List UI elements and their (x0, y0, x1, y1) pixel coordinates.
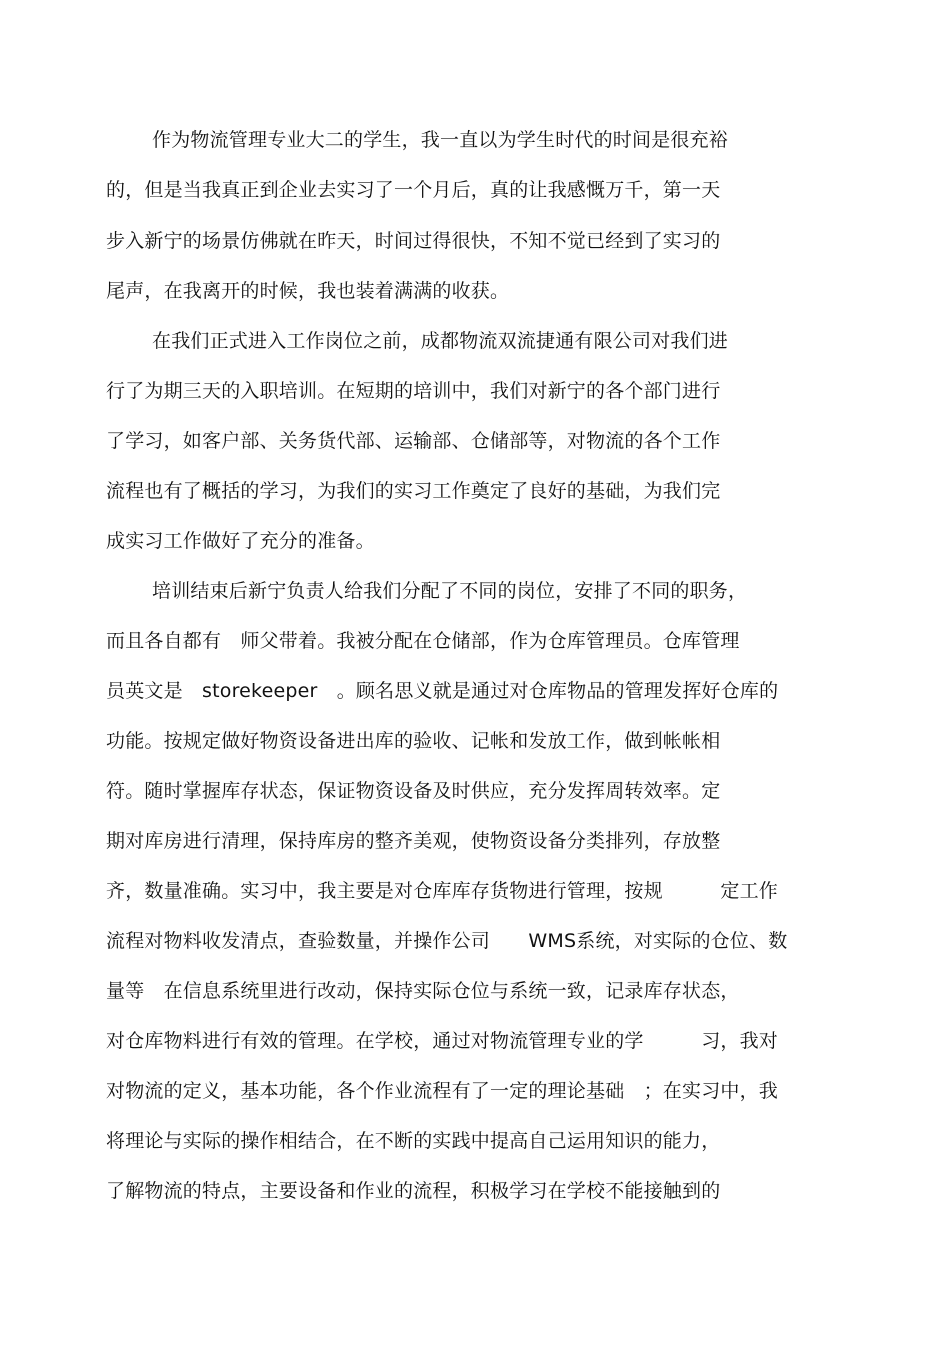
paragraph-3-line-13: 了解物流的特点，主要设备和作业的流程，积极学习在学校不能接触到的 (106, 1180, 721, 1202)
paragraph-3-line-7: 齐，数量准确。实习中，我主要是对仓库库存货物进行管理，按规 定工作 (106, 880, 779, 902)
paragraph-1-line-3: 步入新宁的场景仿佛就在昨天，时间过得很快，不知不觉已经到了实习的 (106, 230, 721, 252)
paragraph-3-line-12: 将理论与实际的操作相结合，在不断的实践中提高自己运用知识的能力， (106, 1130, 721, 1152)
paragraph-2-line-3: 了学习，如客户部、关务货代部、运输部、仓储部等，对物流的各个工作 (106, 430, 721, 452)
paragraph-3-line-1: 培训结束后新宁负责人给我们分配了不同的岗位，安排了不同的职务， (152, 580, 748, 602)
paragraph-3-line-5: 符。随时掌握库存状态，保证物资设备及时供应，充分发挥周转效率。定 (106, 780, 721, 802)
paragraph-3-line-4: 功能。按规定做好物资设备进出库的验收、记帐和发放工作，做到帐帐相 (106, 730, 721, 752)
paragraph-1-line-4: 尾声，在我离开的时候，我也装着满满的收获。 (106, 280, 510, 302)
paragraph-3-line-6: 期对库房进行清理，保持库房的整齐美观，使物资设备分类排列，存放整 (106, 830, 721, 852)
paragraph-1-line-1: 作为物流管理专业大二的学生，我一直以为学生时代的时间是很充裕 (152, 129, 729, 151)
paragraph-3-line-2: 而且各自都有 师父带着。我被分配在仓储部，作为仓库管理员。仓库管理 (106, 630, 740, 652)
paragraph-3-line-3: 员英文是 storekeeper 。顾名思义就是通过对仓库物品的管理发挥好仓库的 (106, 680, 779, 702)
paragraph-3-line-10: 对仓库物料进行有效的管理。在学校，通过对物流管理专业的学 习，我对 (106, 1030, 779, 1052)
paragraph-3-line-8: 流程对物料收发清点，查验数量，并操作公司 WMS系统，对实际的仓位、数 (106, 930, 788, 952)
paragraph-3-line-11: 对物流的定义，基本功能，各个作业流程有了一定的理论基础 ；在实习中，我 (106, 1080, 779, 1102)
paragraph-2-line-4: 流程也有了概括的学习，为我们的实习工作奠定了良好的基础，为我们完 (106, 480, 721, 502)
paragraph-2-line-2: 行了为期三天的入职培训。在短期的培训中，我们对新宁的各个部门进行 (106, 380, 721, 402)
paragraph-2-line-5: 成实习工作做好了充分的准备。 (106, 530, 375, 552)
paragraph-3-line-9: 量等 在信息系统里进行改动，保持实际仓位与系统一致，记录库存状态， (106, 980, 740, 1002)
paragraph-1-line-2: 的，但是当我真正到企业去实习了一个月后，真的让我感慨万千，第一天 (106, 179, 721, 201)
paragraph-2-line-1: 在我们正式进入工作岗位之前，成都物流双流捷通有限公司对我们进 (152, 330, 729, 352)
